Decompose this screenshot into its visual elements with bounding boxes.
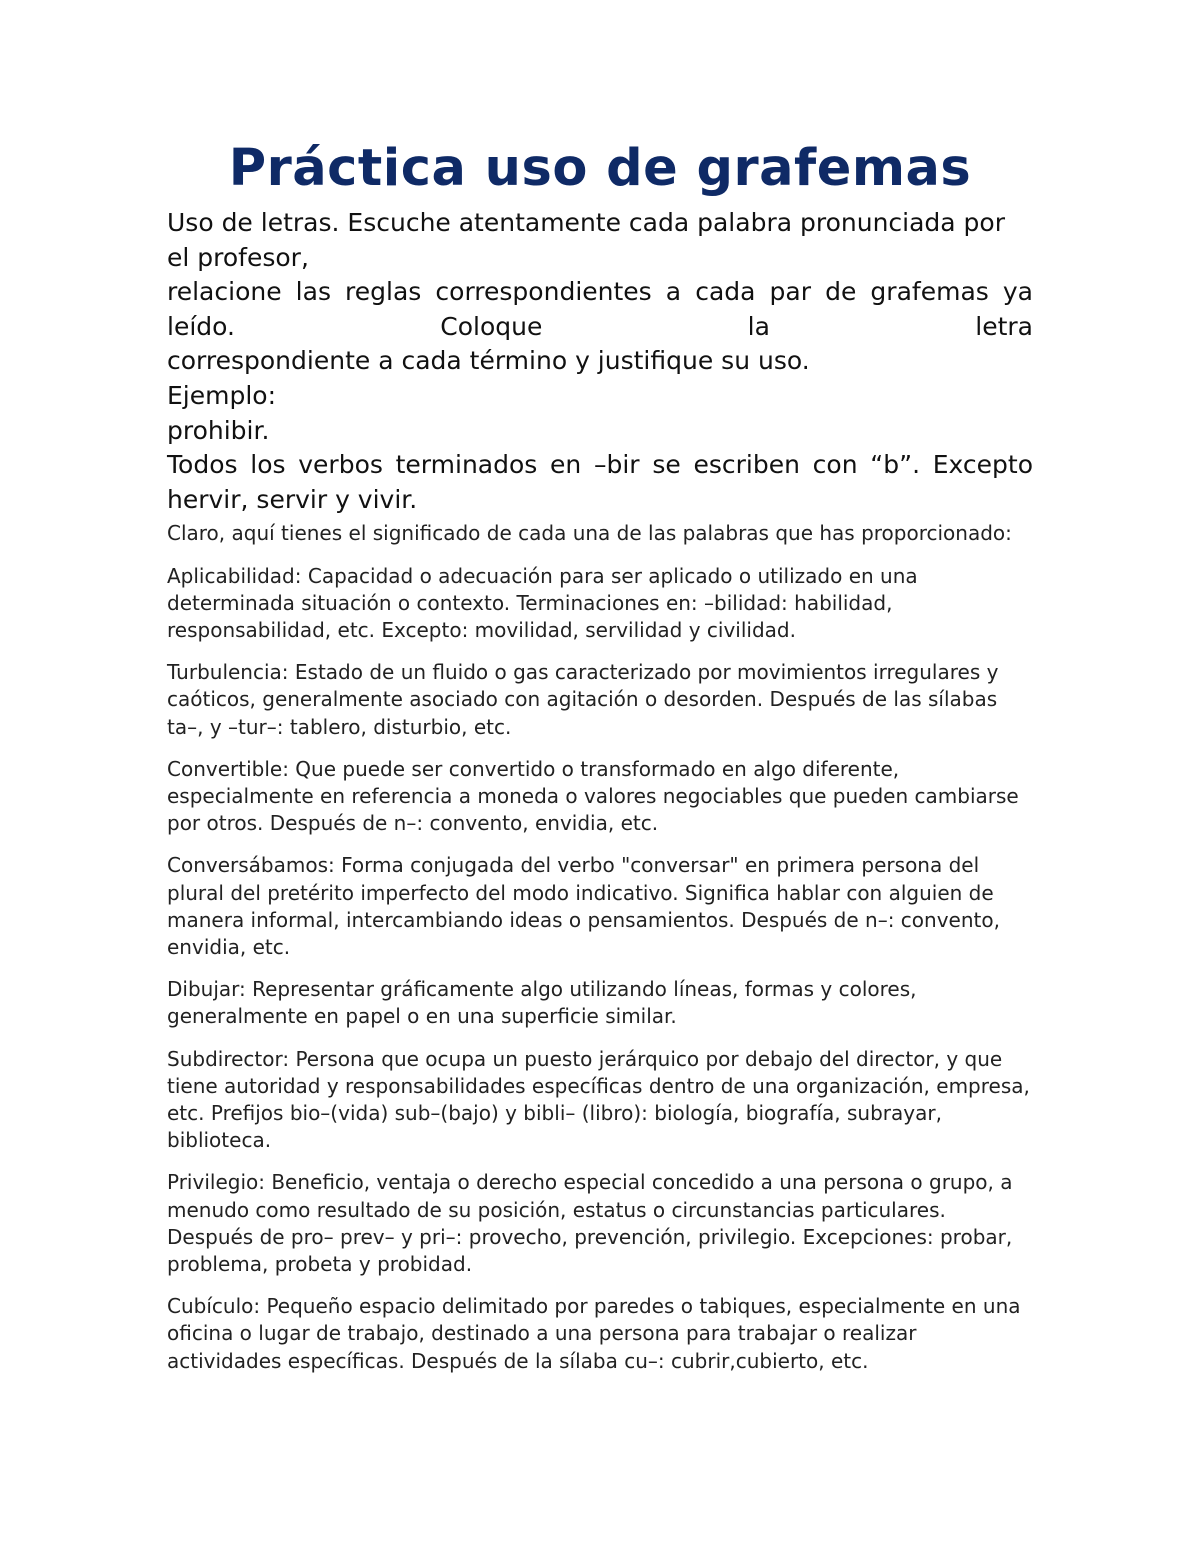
entry-conversabamos: Conversábamos: Forma conjugada del verbo "conversar" en primera persona del plural del pretérito imperfecto del modo indicativo. Significa hablar con alguien de manera informal, intercambiando ideas o pensamientos. Después de n–: convento, envidia, etc.	[167, 853, 1000, 959]
instruction-line-3: correspondiente a cada término y justifique su uso.	[167, 346, 810, 376]
example-rule: Todos los verbos terminados en –bir se escriben con “b”. Excepto hervir, servir y vivir.	[167, 450, 1033, 514]
instructions	[167, 206, 1033, 517]
instruction-line-1: Uso de letras. Escuche atentamente cada palabra pronunciada por el profesor,	[167, 208, 1006, 272]
entry-cubiculo: Cubículo: Pequeño espacio delimitado por paredes o tabiques, especialmente en una oficina o lugar de trabajo, destinado a una persona para trabajar o realizar actividades específicas. Después de la sílaba cu–: cubrir,cubierto, etc.	[167, 1294, 1021, 1373]
entry-convertible: Convertible: Que puede ser convertido o transformado en algo diferente, especialmente en referencia a moneda o valores negociables que pueden cambiarse por otros. Después de n–: convento, envidia, etc.	[167, 756, 1019, 836]
document-page	[167, 138, 1033, 1390]
instruction-line-2: relacione las reglas correspondientes a cada par de grafemas ya leído. Coloque la letra	[167, 277, 1033, 341]
definitions-lead: Claro, aquí tienes el significado de cada una de las palabras que has proporcionado:	[167, 521, 1012, 546]
page-title: Práctica uso de grafemas	[228, 139, 972, 198]
example-label: Ejemplo:	[167, 380, 277, 410]
entry-privilegio: Privilegio: Beneficio, ventaja o derecho especial concedido a una persona o grupo, a menudo como resultado de su posición, estatus o circunstancias particulares. Después de pro– prev– y pri–: provecho, prevención, privilegio. Excepciones: probar, problema, probeta y probidad.	[167, 1170, 1013, 1277]
entry-dibujar: Dibujar: Representar gráficamente algo utilizando líneas, formas y colores, generalmente en papel o en una superficie similar.	[167, 977, 917, 1029]
entry-turbulencia: Turbulencia: Estado de un fluido o gas caracterizado por movimientos irregulares y caóticos, generalmente asociado con agitación o desorden. Después de las sílabas ta–, y –tur–: tablero, disturbio, etc.	[167, 660, 999, 739]
definitions-section	[167, 520, 1033, 1374]
entry-aplicabilidad: Aplicabilidad: Capacidad o adecuación para ser aplicado o utilizado en una determinada situación o contexto. Terminaciones en: –bilidad: habilidad, responsabilidad, etc. Excepto: movilidad, servilidad y civilidad.	[167, 563, 918, 642]
example-word: prohibir.	[167, 415, 270, 445]
entry-subdirector: Subdirector: Persona que ocupa un puesto jerárquico por debajo del director, y que tiene autoridad y responsabilidades específicas dentro de una organización, empresa, etc. Prefijos bio–(vida) sub–(bajo) y bibli– (libro): biología, biografía, subrayar, biblioteca.	[167, 1046, 1030, 1153]
